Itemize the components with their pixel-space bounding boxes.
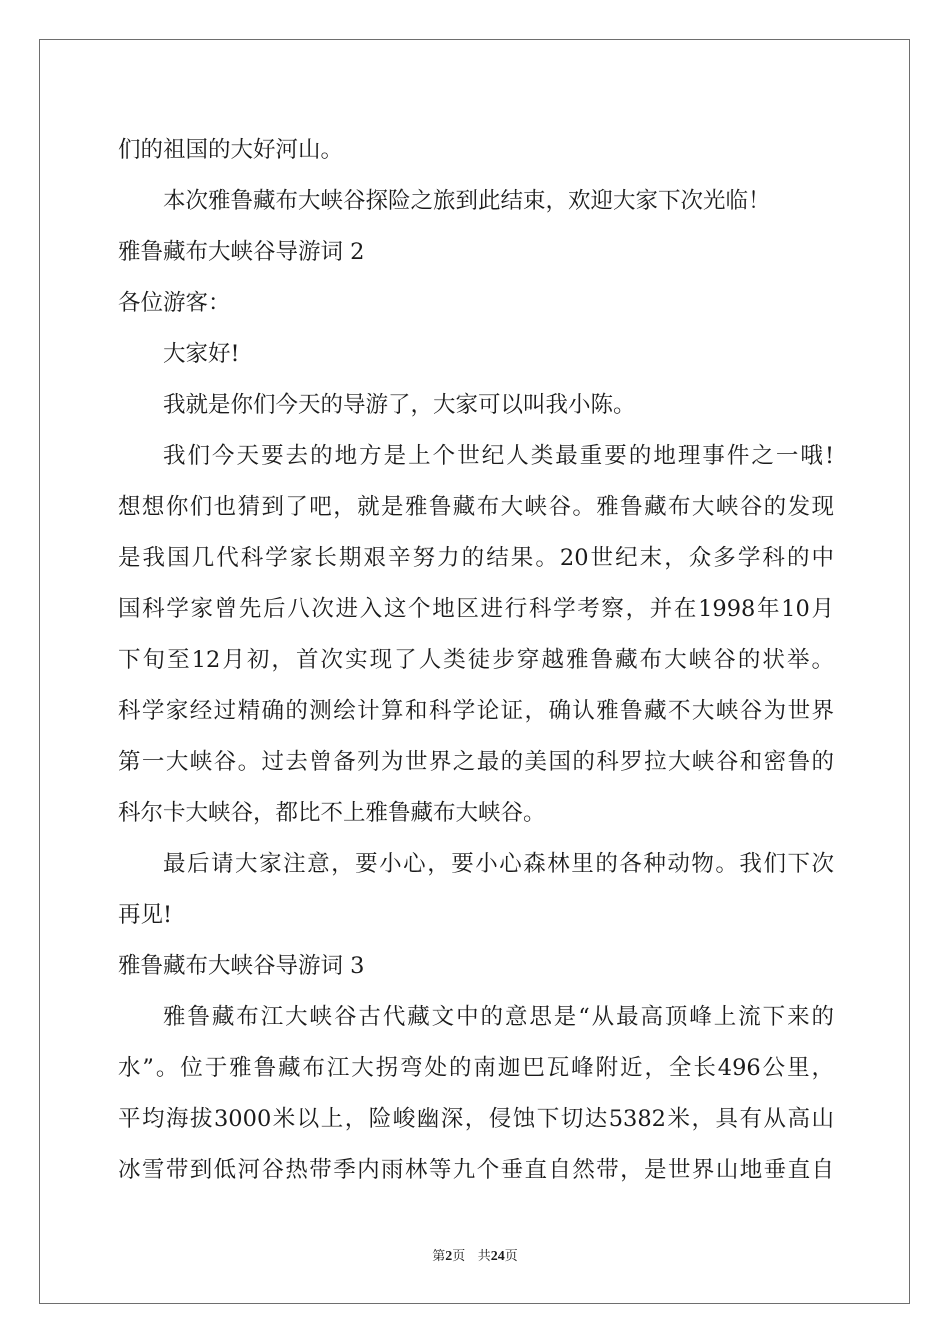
text-line: 科学家经过精确的测绘计算和科学论证，确认雅鲁藏不大峡谷为世界 <box>118 698 834 724</box>
text-line: 平均海拔3000米以上，险峻幽深，侵蚀下切达5382米，具有从高山 <box>118 1106 834 1132</box>
current-page-number: 2 <box>445 1249 453 1264</box>
text-line: 第一大峡谷。过去曾备列为世界之最的美国的科罗拉大峡谷和密鲁的 <box>118 749 834 775</box>
text-line: 雅鲁藏布江大峡谷古代藏文中的意思是“从最高顶峰上流下来的 <box>163 1004 834 1030</box>
text-line: 再见! <box>118 902 173 928</box>
text-line: 是我国几代科学家长期艰辛努力的结果。20世纪末，众多学科的中 <box>118 545 834 571</box>
text-line: 科尔卡大峡谷，都比不上雅鲁藏布大峡谷。 <box>118 800 546 826</box>
text-line: 冰雪带到低河谷热带季内雨林等九个垂直自然带，是世界山地垂直自 <box>118 1157 834 1183</box>
section-heading: 雅鲁藏布大峡谷导游词 3 <box>118 953 365 979</box>
footer-prefix: 第 <box>432 1249 446 1264</box>
text-line: 大家好! <box>163 341 240 367</box>
total-page-count: 24 <box>490 1249 505 1264</box>
text-line: 水”。位于雅鲁藏布江大拐弯处的南迦巴瓦峰附近，全长496公里， <box>118 1055 834 1081</box>
text-line: 各位游客： <box>118 290 231 316</box>
text-line: 想想你们也猜到了吧，就是雅鲁藏布大峡谷。雅鲁藏布大峡谷的发现 <box>118 494 834 520</box>
text-line: 本次雅鲁藏布大峡谷探险之旅到此结束，欢迎大家下次光临！ <box>163 188 771 214</box>
text-line: 最后请大家注意，要小心，要小心森林里的各种动物。我们下次 <box>163 851 834 877</box>
text-line: 我们今天要去的地方是上个世纪人类最重要的地理事件之一哦! <box>163 443 834 469</box>
text-line: 国科学家曾先后八次进入这个地区进行科学考察，并在1998年10月 <box>118 596 834 622</box>
section-heading: 雅鲁藏布大峡谷导游词 2 <box>118 239 365 265</box>
footer-total-unit: 页 <box>504 1249 518 1264</box>
footer-total-prefix: 共 <box>477 1249 491 1264</box>
footer-page-unit: 页 <box>452 1249 466 1264</box>
text-line: 我就是你们今天的导游了，大家可以叫我小陈。 <box>163 392 636 418</box>
text-line: 们的祖国的大好河山。 <box>118 137 344 163</box>
text-line: 下旬至12月初，首次实现了人类徒步穿越雅鲁藏布大峡谷的状举。 <box>118 647 834 673</box>
page-footer <box>0 1246 950 1268</box>
